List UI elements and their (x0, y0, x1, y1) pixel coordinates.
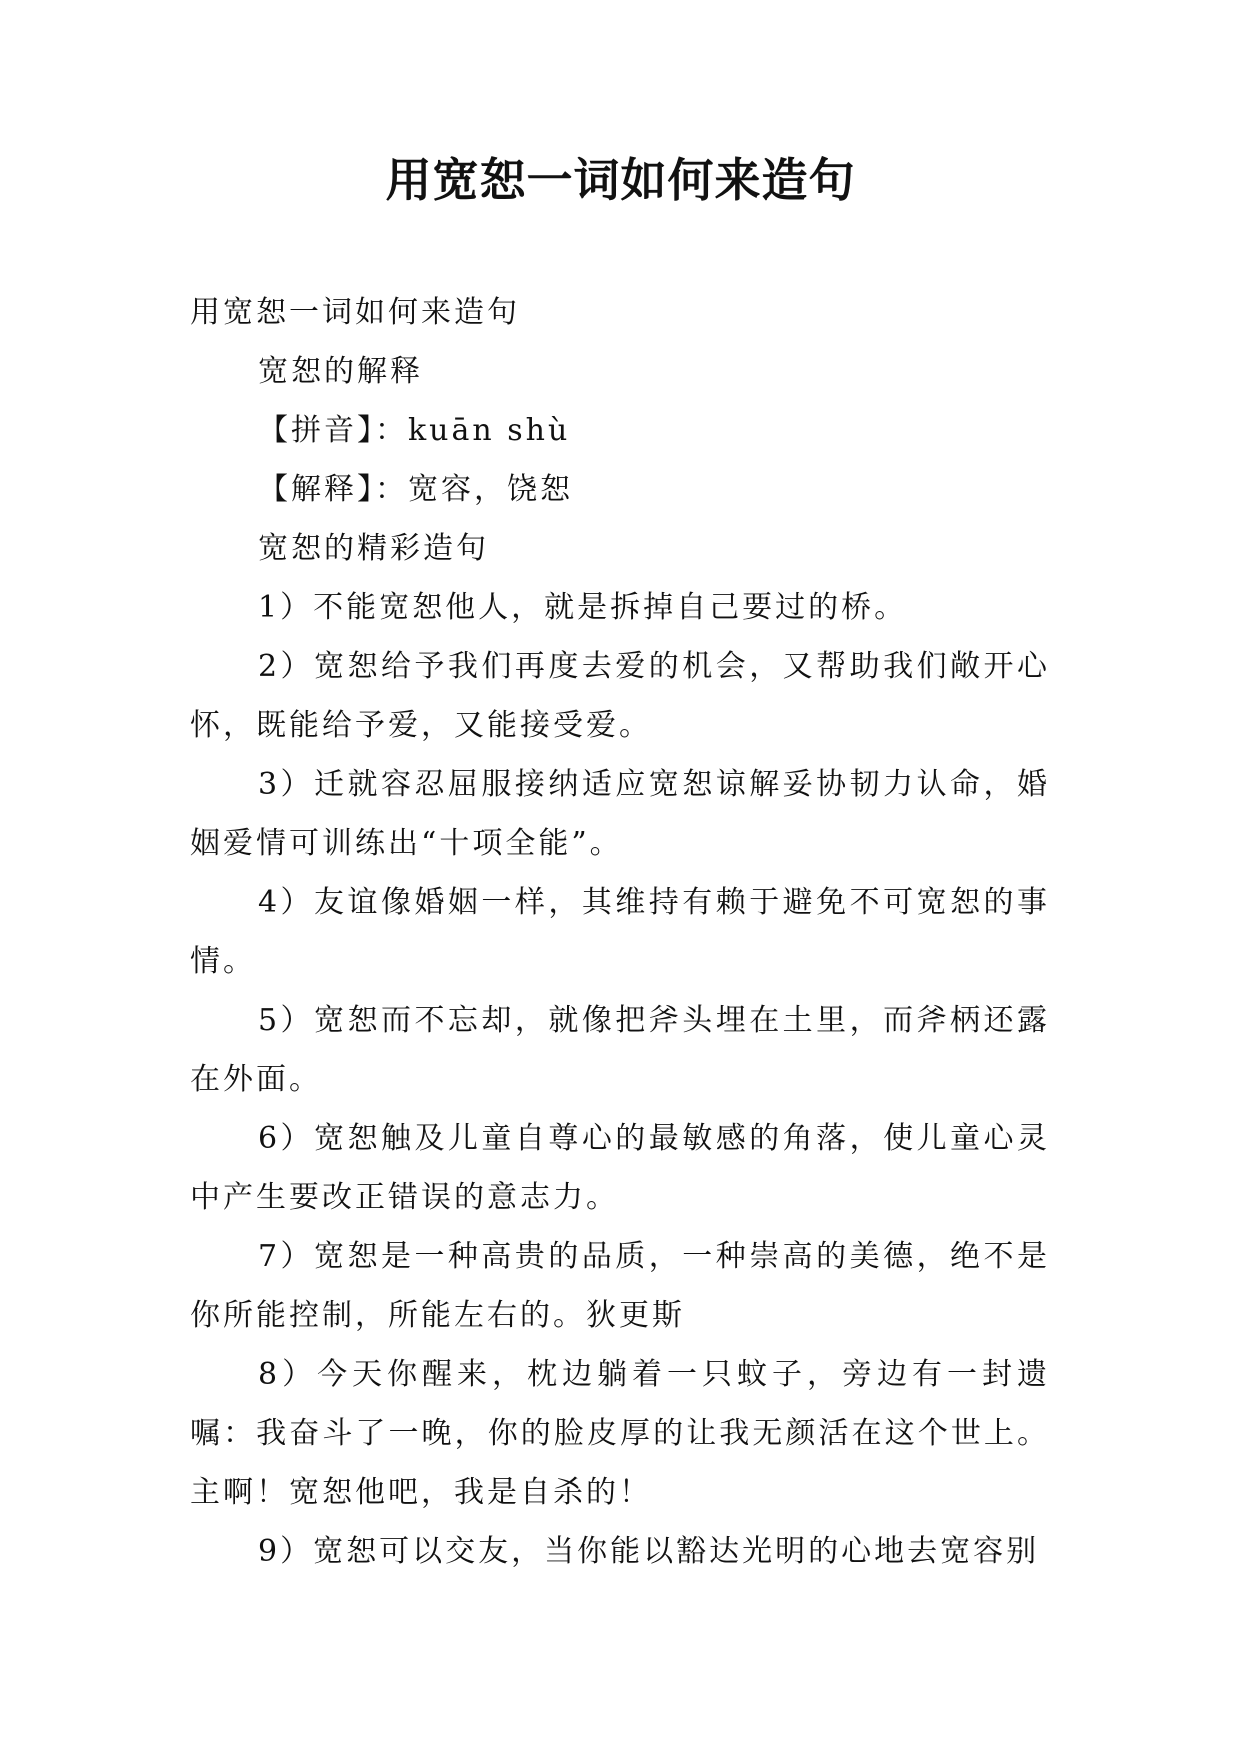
section-heading-examples: 宽恕的精彩造句 (258, 531, 489, 566)
section-heading-definition: 宽恕的解释 (258, 354, 423, 389)
example-sentence: 9）宽恕可以交友，当你能以豁达光明的心地去宽容别 (258, 1534, 1040, 1569)
example-sentence: 7）宽恕是一种高贵的品质，一种崇高的美德，绝不是你所能控制，所能左右的。狄更斯 (190, 1239, 1050, 1333)
example-sentence: 5）宽恕而不忘却，就像把斧头埋在土里，而斧柄还露在外面。 (190, 1003, 1050, 1097)
document-title: 用宽恕一词如何来造句 (385, 153, 856, 207)
example-sentence: 3）迁就容忍屈服接纳适应宽恕谅解妥协韧力认命，婚姻爱情可训练出“十项全能”。 (190, 767, 1050, 861)
intro-heading: 用宽恕一词如何来造句 (190, 295, 520, 330)
definition-line: 【解释】：宽容，饶恕 (258, 472, 573, 507)
example-sentence: 8）今天你醒来，枕边躺着一只蚊子，旁边有一封遗嘱：我奋斗了一晚，你的脸皮厚的让我无颜活在这个世上。主啊！宽恕他吧，我是自杀的！ (190, 1357, 1050, 1510)
pinyin-line: 【拼音】：kuān shù (258, 413, 571, 448)
example-sentence: 4）友谊像婚姻一样，其维持有赖于避免不可宽恕的事情。 (190, 885, 1050, 979)
example-sentence: 1）不能宽恕他人，就是拆掉自己要过的桥。 (258, 590, 908, 625)
document-body (190, 283, 1050, 1581)
example-sentence: 2）宽恕给予我们再度去爱的机会，又帮助我们敞开心怀，既能给予爱，又能接受爱。 (190, 649, 1050, 743)
example-sentence: 6）宽恕触及儿童自尊心的最敏感的角落，使儿童心灵中产生要改正错误的意志力。 (190, 1121, 1050, 1215)
